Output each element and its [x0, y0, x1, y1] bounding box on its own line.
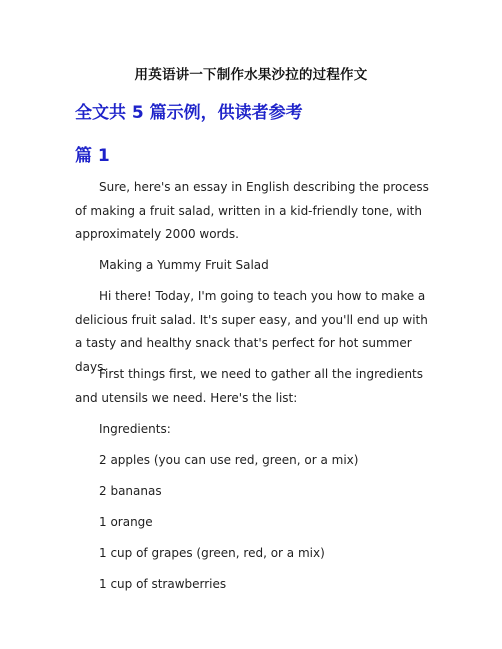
ingredient-item: 1 cup of grapes (green, red, or a mix): [99, 546, 325, 560]
ingredient-item: 1 cup of strawberries: [99, 577, 227, 591]
gather-paragraph: First things first, we need to gather all the ingredients and utensils we need. Here's the list:: [75, 367, 424, 405]
ingredient-item: 1 orange: [99, 515, 153, 529]
intro-paragraph: Sure, here's an essay in English describing the process of making a fruit salad, written in a kid-friendly tone, with approximately 2000 words.: [75, 180, 429, 241]
section-heading: 篇 1: [75, 146, 110, 166]
essay-title-paragraph: Making a Yummy Fruit Salad: [99, 258, 269, 272]
ingredient-item: 2 apples (you can use red, green, or a mix): [99, 453, 359, 467]
document-subtitle: 全文共 5 篇示例，供读者参考: [75, 103, 303, 123]
ingredient-item: 2 bananas: [99, 484, 162, 498]
greeting-paragraph: Hi there! Today, I'm going to teach you how to make a delicious fruit salad. It's super easy, and you'll end up with a tasty and healthy snack that's perfect for hot summer days.: [75, 289, 428, 374]
ingredients-label: Ingredients:: [99, 422, 171, 436]
document-title: 用英语讲一下制作水果沙拉的过程作文: [134, 67, 368, 83]
